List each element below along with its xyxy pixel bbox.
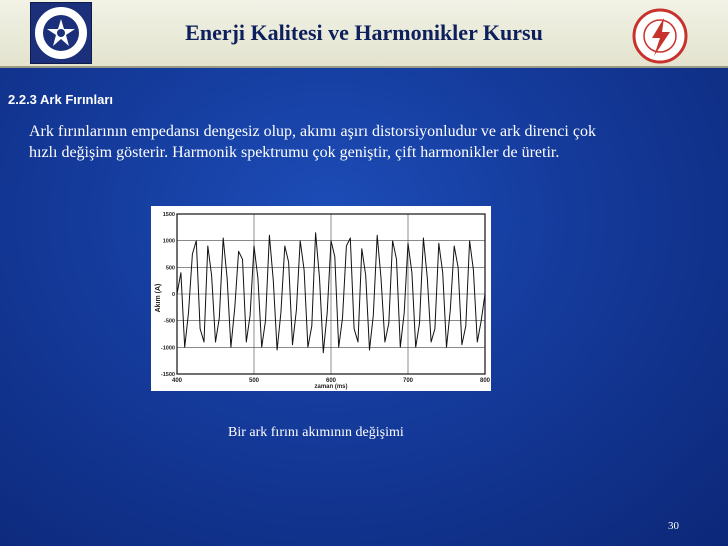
current-waveform-chart xyxy=(151,206,491,391)
y-tick-label: 1000 xyxy=(162,238,175,245)
lightning-logo-icon xyxy=(616,4,704,64)
body-line-2: hızlı değişim gösterir. Harmonik spektrumu çok geniştir, çift harmonikler de üretir. xyxy=(29,144,560,161)
section-heading: 2.2.3 Ark Fırınları xyxy=(8,92,114,107)
teias-logo xyxy=(616,4,704,64)
current-waveform-figure xyxy=(151,206,491,391)
figure-caption: Bir ark fırını akımının değişimi xyxy=(228,425,404,440)
page-number: 30 xyxy=(668,520,679,532)
body-line-1: Ark fırınlarının empedansı dengesiz olup, akımı aşırı distorsiyonludur ve ark direnci çok xyxy=(29,123,596,140)
y-axis-label: Akım (A) xyxy=(155,283,162,313)
x-tick-label: 500 xyxy=(248,378,260,384)
x-tick-label: 600 xyxy=(325,378,337,384)
x-axis-label: zaman (ms) xyxy=(314,384,348,390)
y-tick-label: -1500 xyxy=(160,372,175,378)
y-tick-label: 500 xyxy=(165,265,175,272)
y-tick-label: -500 xyxy=(163,318,175,325)
y-tick-label: -1000 xyxy=(160,345,175,352)
x-tick-label: 700 xyxy=(402,378,414,384)
page-title: Enerji Kalitesi ve Harmonikler Kursu xyxy=(185,20,543,45)
x-tick-label: 800 xyxy=(479,378,491,384)
chart-tick-labels xyxy=(161,212,491,384)
section-body xyxy=(29,121,699,163)
y-tick-label: 0 xyxy=(171,292,175,298)
x-tick-label: 400 xyxy=(171,378,183,384)
y-tick-label: 1500 xyxy=(162,212,175,218)
slide-header xyxy=(0,0,728,68)
